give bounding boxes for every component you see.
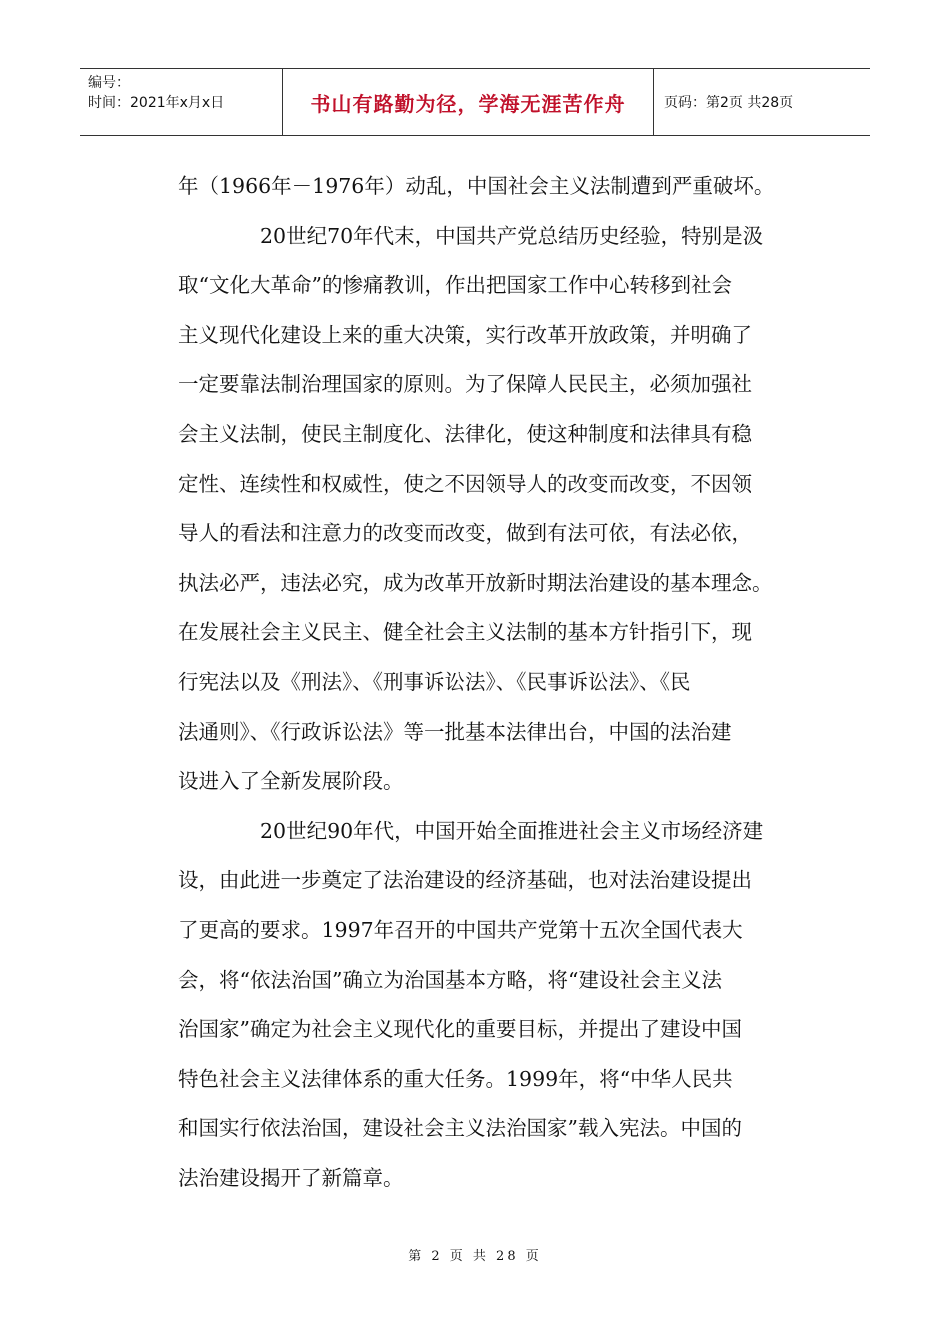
body-line: 会，将“依法治国”确立为治国基本方略，将“建设社会主义法	[178, 967, 722, 992]
body-line: 设进入了全新发展阶段。	[178, 769, 404, 794]
body-line: 主义现代化建设上来的重大决策，实行改革开放政策，并明确了	[178, 322, 752, 347]
paragraph-start-line: 20世纪70年代末，中国共产党总结历史经验，特别是汲	[260, 223, 764, 248]
body-line: 特色社会主义法律体系的重大任务。1999年，将“中华人民共	[178, 1066, 733, 1091]
body-line: 取“文化大革命”的惨痛教训，作出把国家工作中心转移到社会	[178, 273, 732, 298]
body-line: 治国家”确定为社会主义现代化的重要目标，并提出了建设中国	[178, 1017, 742, 1042]
body-line: 法治建设揭开了新篇章。	[178, 1165, 404, 1190]
body-line: 导人的看法和注意力的改变而改变，做到有法可依，有法必依，	[178, 521, 752, 546]
body-line: 执法必严，违法必究，成为改革开放新时期法治建设的基本理念。	[178, 570, 773, 595]
body-line: 了更高的要求。1997年召开的中国共产党第十五次全国代表大	[178, 917, 743, 942]
page-header	[80, 68, 870, 136]
page-footer: 第 2 页 共 28 页	[408, 1249, 542, 1264]
body-line: 法通则》、《行政诉讼法》等一批基本法律出台，中国的法治建	[178, 719, 732, 744]
body-line: 和国实行依法治国，建设社会主义法治国家”载入宪法。中国的	[178, 1116, 742, 1141]
body-line: 会主义法制，使民主制度化、法律化，使这种制度和法律具有稳	[178, 421, 752, 446]
paragraph-start-line: 20世纪90年代，中国开始全面推进社会主义市场经济建	[260, 818, 764, 843]
body-line: 行宪法以及《刑法》、《刑事诉讼法》、《民事诉讼法》、《民	[178, 669, 691, 694]
body-line: 年（1966年－1976年）动乱，中国社会主义法制遭到严重破坏。	[178, 174, 775, 198]
body-line: 定性、连续性和权威性，使之不因领导人的改变而改变，不因领	[178, 471, 752, 496]
header-meta	[80, 69, 283, 135]
body-line: 设，由此进一步奠定了法治建设的经济基础，也对法治建设提出	[178, 868, 752, 893]
document-body	[178, 162, 818, 1203]
header-page-info: 页码：第2页 共28页	[664, 95, 794, 111]
body-line: 一定要靠法制治理国家的原则。为了保障人民民主，必须加强社	[178, 372, 752, 397]
document-date: 时间：2021年x月x日	[88, 95, 225, 111]
body-line: 在发展社会主义民主、健全社会主义法制的基本方针指引下，现	[178, 620, 752, 645]
header-motto: 书山有路勤为径，学海无涯苦作舟	[283, 69, 654, 135]
document-number-label: 编号：	[88, 75, 130, 91]
